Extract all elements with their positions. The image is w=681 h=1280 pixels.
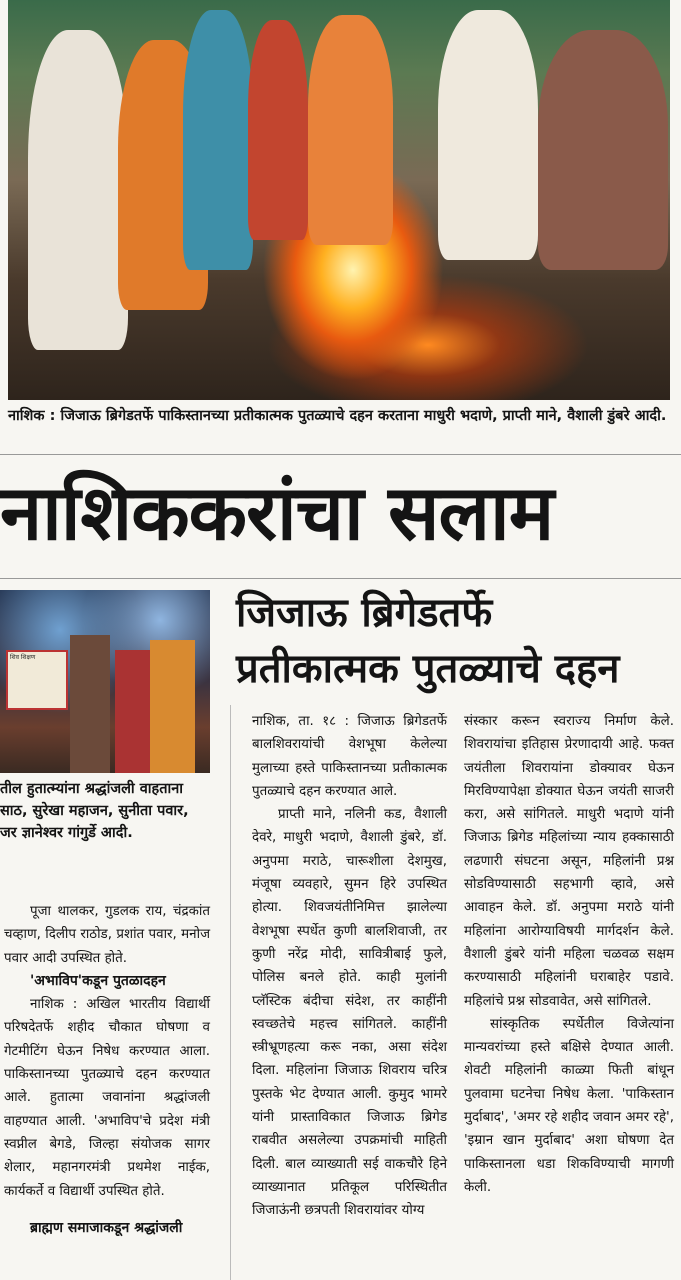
photo-caption: नाशिक : जिजाऊ ब्रिगेडतर्फे पाकिस्तानच्या प्रतीकात्मक पुतळ्याचे दहन करताना माधुरी भदाणे, प्राप्ती माने, वैशाली डुंबरे आदी. [8,408,667,424]
side-caption-line: तील हुतात्म्यांना श्रद्धांजली वाहताना [0,781,184,797]
article-paragraph: संस्कार करून स्वराज्य निर्माण केले. शिवरायांचा इतिहास प्रेरणादायी आहे. फक्त जयंतीला शिवरायांना डोक्यावर घेऊन मिरविण्यापेक्षा डोक्यात घेऊन जयंती साजरी करा, असे सांगितले. माधुरी भदाणे यांनी जिजाऊ ब्रिगेड महिलांच्या न्याय हक्कासाठी लढणारी संघटना असून, महिलांनी प्रश्न सोडविण्यासाठी सहभागी व्हावे, असे आवाहन केले. डॉ. अनुपमा मराठे यांनी महिलांना आरोग्याविषयी मार्गदर्शन केले. वैशाली डुंबरे यांनी महिला चळवळ सक्षम करण्यासाठी महिलांनी घराबाहेर पडावे. महिलांचे प्रश्न सोडवावेत, असे सांगितले. [464,714,674,1009]
subheadline-line: प्रतीकात्मक पुतळ्याचे दहन [236,646,620,692]
article-paragraph: प्राप्ती माने, नलिनी कड, वैशाली देवरे, माधुरी भदाणे, वैशाली डुंबरे, डॉ. अनुपमा मराठे, चारूशीला देशमुख, मंजूषा व्यवहारे, सुमन हिरे उपस्थित होत्या. शिवजयंतीनिमित्त झालेल्या वेशभूषा स्पर्धेत कुणी बालशिवाजी, तर कुणी नरेंद्र मोदी, सावित्रीबाई फुले, पोलिस बनले होते. काही मुलांनी प्लॅस्टिक बंदीचा संदेश, तर काहींनी स्वच्छतेचे महत्त्व सांगितले. काहींनी स्त्रीभ्रूणहत्या करू नका, असा संदेश दिला. महिलांना जिजाऊ शिवराय चरित्र पुस्तके भेट देण्यात आली. कुमुद भामरे यांनी प्रास्ताविकात जिजाऊ ब्रिगेड राबवीत असलेल्या उपक्रमांची माहिती दिली. बाल व्याख्याती सई वाकचौरे हिने व्याख्यानात प्रतिकूल परिस्थितीत जिजाऊंनी छत्रपती शिवरायांवर योग्य [252,807,447,1219]
divider [0,578,681,579]
article-paragraph: सांस्कृतिक स्पर्धेतील विजेत्यांना मान्यवरांच्या हस्ते बक्षिसे देण्यात आली. शेवटी महिलांनी काळ्या फिती बांधून पुलवामा घटनेचा निषेध केला. 'पाकिस्तान मुर्दाबाद', 'अमर रहे शहीद जवान अमर रहे', 'इम्रान खान मुर्दाबाद' अशा घोषणा देत पाकिस्तानला धडा शिकविण्याची मागणी केली. [464,1016,674,1195]
headline: नाशिककरांचा सलाम [0,468,554,557]
side-photo-caption [0,778,222,844]
side-caption-line: साठ, सुरेखा महाजन, सुनीता पवार, [0,803,189,819]
divider [0,454,681,455]
left-column [4,900,210,1240]
banner-text: शिव शिक्षण [10,654,36,661]
section-body: नाशिक : अखिल भारतीय विद्यार्थी परिषदेतर्फे शहीद चौकात घोषणा व गेटमीटिंग घेऊन निषेध करण्यात आला. पाकिस्तानच्या पुतळ्याचे दहन करण्यात आले. हुतात्मा जवानांना श्रद्धांजली वाहण्यात आली. 'अभाविप'चे प्रदेश मंत्री स्वप्नील बेगडे, जिल्हा संयोजक सागर शेलार, महानगरमंत्री प्रथमेश नाईक, कार्यकर्ते व विद्यार्थी उपस्थित होते. [4,997,210,1199]
side-caption-line: जर ज्ञानेश्वर गांगुर्डे आदी. [0,825,133,841]
article-column-middle [252,710,447,1223]
article-subheadline [236,585,676,697]
subheadline-line: जिजाऊ ब्रिगेडतर्फे [236,590,493,636]
section-title: ब्राह्मण समाजाकडून श्रद्धांजली [30,1219,183,1236]
article-column-right [464,710,674,1199]
section-title: 'अभाविप'कडून पुतळादहन [30,972,166,989]
article-paragraph: नाशिक, ता. १८ : जिजाऊ ब्रिगेडतर्फे बालशिवरायांची वेशभूषा केलेल्या मुलाच्या हस्ते पाकिस्तानच्या प्रतीकात्मक पुतळ्याचे दहन करण्यात आले. [252,714,447,799]
main-photo-bonfire [8,0,670,400]
side-photo-memorial [0,590,210,773]
left-intro: पूजा थालकर, गुडलक राय, चंद्रकांत चव्हाण, दिलीप राठोड, प्रशांत पवार, मनोज पवार आदी उपस्थित होते. [4,904,210,966]
column-divider [230,705,231,1280]
banner-sign [6,650,68,710]
